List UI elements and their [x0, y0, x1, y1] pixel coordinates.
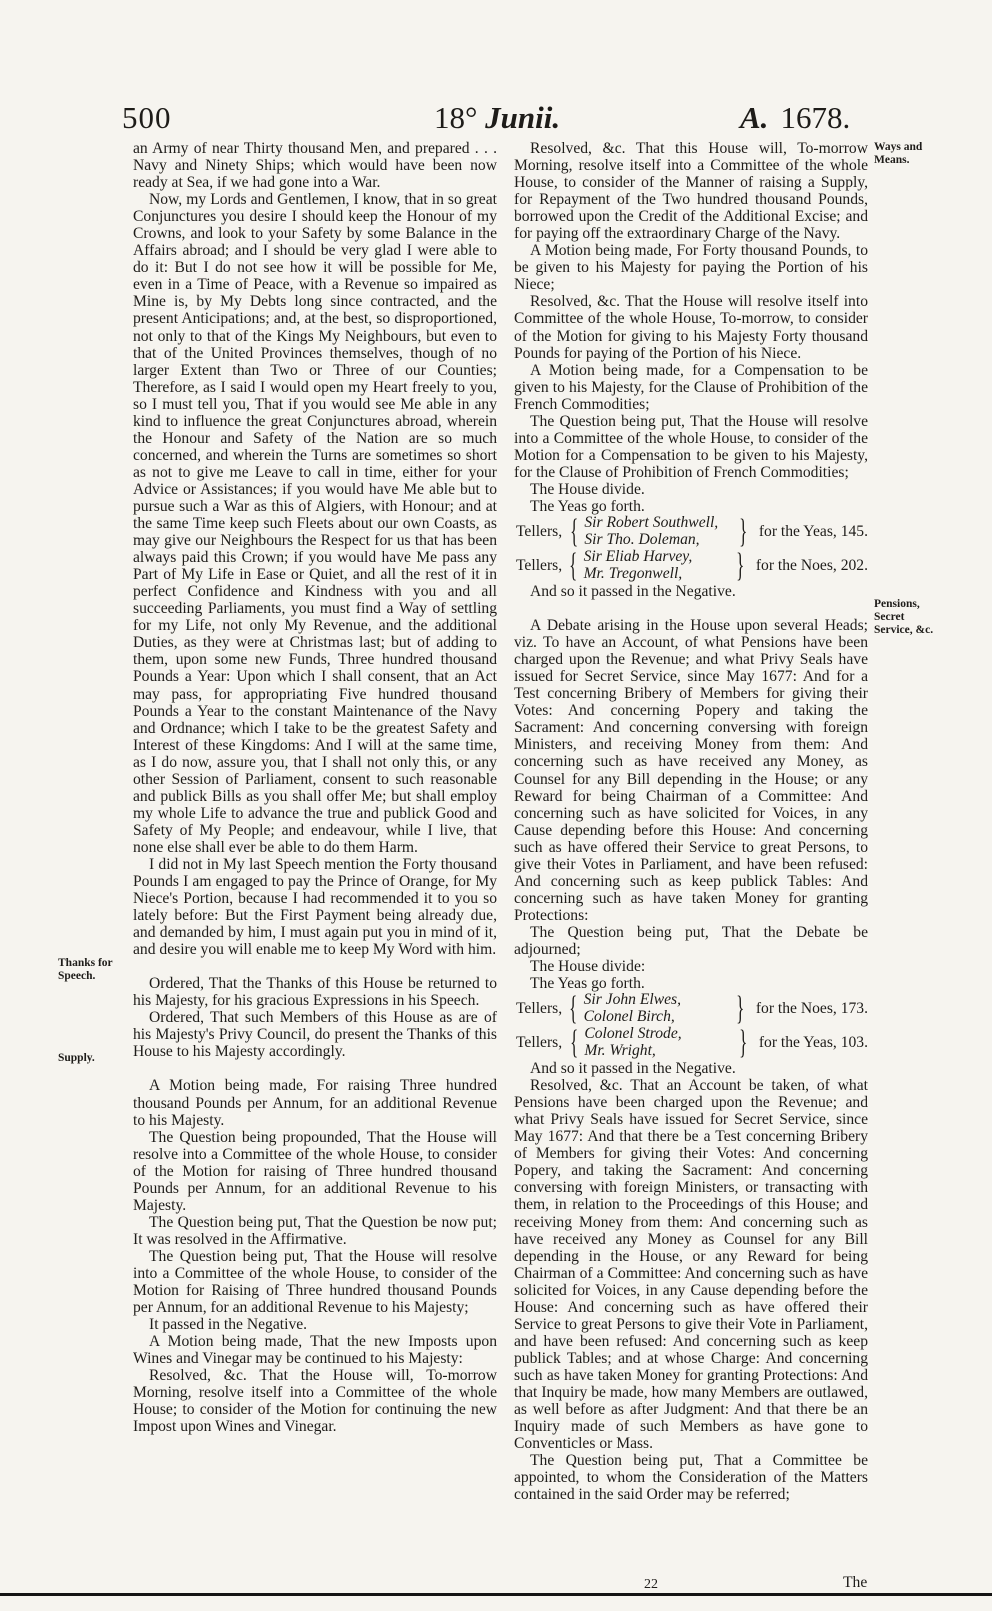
- paragraph: Resolved, &c. That an Account be taken, of what Pensions have been charged upon the Revenue; and what Privy Seals have issued for Secret Service, since May 1677: And that there be a Test concerning Bribery of Members for giving their Votes: And concerning Popery, and taking the Sacrament: And concerning conversing with foreign Ministers, or transacting with them, in relation to the Proceedings of this House; and receiving Money from them: And concerning such as have received any Money as Counsel for any Bill depending in the House, or any Reward for being Chairman of a Committee: And concerning such as have solicited for Voices, in any Cause depending before the House: And concerning such as have offered their Service to great Persons to give their Vote in Parliament, and have been refused: And concerning such as keep publick Tables; and at whose Charge: And concerning such as have taken Money for granting Protections: And that Inquiry be made, how many Members are outlawed, as well before as after Judgment: And that there be an Inquiry made of such Members as have gone to Conventicles or Mass.: [514, 1077, 868, 1453]
- paragraph: The Question being put, That the House will resolve into a Committee of the whole House, to consider of the Motion for a Compensation to be given to his Majesty, for the Clause of Prohibition of French Commodities;: [514, 412, 868, 481]
- right-brace-icon: }: [735, 989, 744, 1027]
- paragraph: The Question being put, That the Debate be adjourned;: [514, 923, 868, 958]
- paragraph: Resolved, &c. That the House will resolve itself into Committee of the whole House, To-morrow, to consider of the Motion for giving to his Majesty Forty thousand Pounds for paying of the Portion of his Niece.: [514, 293, 868, 362]
- division-outcome: And so it passed in the Negative.: [530, 1060, 736, 1078]
- paragraph: The Yeas go forth.: [530, 975, 645, 993]
- left-column: [133, 140, 497, 1435]
- margin-note-ways-and-means: Ways and Means.: [874, 141, 923, 166]
- page-year: [740, 100, 850, 136]
- teller-name: Colonel Birch,: [583, 1007, 675, 1025]
- teller-name: Sir Eliab Harvey,: [583, 548, 693, 566]
- date-month: Junii.: [485, 100, 561, 135]
- teller-names: [584, 549, 728, 582]
- page-number: 500: [122, 100, 172, 135]
- catchword: The: [843, 1574, 868, 1591]
- paragraph: an Army of near Thirty thousand Men, and prepared . . . Navy and Ninety Ships; which would have been now ready at Sea, if we had gone into a War.: [133, 140, 497, 192]
- division-2-noes-tellers: [514, 989, 868, 1027]
- paragraph: A Debate arising in the House upon several Heads; viz. To have an Account, of what Pensions have been charged upon the Revenue; and what Privy Seals have issued for Secret Service, since May 1677: And for a Test concerning Bribery of Members for giving their Votes: And concerning Popery and taking the Sacrament: And concerning conversing with foreign Ministers, and receiving Money from them: And concerning such as have received any Money, as Counsel for any Bill depending in the House; or any Reward for being Chairman of a Committee: And concerning such as have solicited for Voices, in any Cause depending before this House: And concerning such as have offered their Service to great Persons, to give their Votes in Parliament, and have been refused: And concerning such as keep publick Tables: And concerning such as have taken Money for granting Protections:: [514, 617, 868, 924]
- teller-name: Sir Tho. Doleman,: [584, 530, 700, 548]
- paragraph: It passed in the Negative.: [149, 1316, 308, 1334]
- division-outcome: And so it passed in the Negative.: [530, 583, 736, 601]
- left-brace-icon: {: [570, 1023, 579, 1061]
- paragraph: I did not in My last Speech mention the Forty thousand Pounds I am engaged to pay the Prince of Orange, for My Niece's Portion, because I had recommended it to you so lately before: But the First Payment being already due, and demanded by him, I must again put you in mind of it, and desire you will enable me to keep My Word with him.: [133, 855, 497, 959]
- vote-count: for the Yeas, 145.: [758, 523, 868, 540]
- paragraph: Ordered, That such Members of this House as are of his Majesty's Privy Council, do present the Thanks of this House to his Majesty accordingly.: [133, 1009, 497, 1061]
- tellers-label: Tellers,: [516, 557, 563, 574]
- left-brace-icon: {: [570, 512, 579, 550]
- teller-names: [584, 515, 730, 548]
- tellers-label: Tellers,: [516, 1034, 563, 1052]
- teller-names: [584, 1026, 730, 1059]
- spacer: [133, 1060, 497, 1077]
- right-brace-icon: }: [738, 1023, 747, 1061]
- paragraph: A Motion being made, For Forty thousand Pounds, to be given to his Majesty for paying the Portion of his Niece;: [514, 242, 868, 294]
- date-day: 18°: [434, 100, 478, 135]
- vote-count: for the Noes, 173.: [755, 1000, 868, 1018]
- teller-name: Sir Robert Southwell,: [584, 514, 719, 532]
- bottom-rule: [0, 1593, 992, 1596]
- division-2-yeas-tellers: [514, 1023, 868, 1061]
- paragraph: The Question being put, That a Committee be appointed, to whom the Consideration of the Matters contained in the said Order may be referred;: [514, 1452, 868, 1504]
- right-brace-icon: }: [735, 546, 744, 584]
- left-brace-icon: {: [569, 989, 578, 1027]
- spacer: [133, 958, 497, 975]
- division-1-noes-tellers: [514, 546, 868, 584]
- tellers-label: Tellers,: [516, 1000, 563, 1018]
- teller-name: Mr. Tregonwell,: [583, 564, 683, 582]
- teller-name: Mr. Wright,: [584, 1041, 656, 1059]
- margin-note-thanks: Thanks for Speech.: [58, 957, 113, 982]
- paragraph: Resolved, &c. That the House will, To-morrow Morning, resolve itself into a Committee of the whole House; to consider of the Motion for continuing the new Impost upon Wines and Vinegar.: [133, 1367, 497, 1436]
- paragraph: Now, my Lords and Gentlemen, I know, that in so great Conjunctures you desire I should keep the Honour of my Crowns, and look to your Safety by some Balance in the Affairs abroad; and I should be very glad I were able to do it: But I do not see how it will be possible for Me, even in a Time of Peace, with a Revenue so impaired as Mine is, by My Debts long since contracted, and the present Anticipations; and, at the best, so disproportioned, not only to that of the Kings My Neighbours, but even to that of the United Provinces themselves, though of no larger Extent than Two or Three of our Counties; Therefore, as I said I would open my Heart freely to you, so I must tell you, That if you would see Me able in any kind to influence the great Conjunctures abroad, wherein the Honour and Safety of the Nation are so much concerned, and wherein the Turns are sometimes so short as not to give me Leave to call in time, either for your Advice or Assistances; if you would have Me able but to pursue such a War as this of Algiers, with Honour; and at the same Time keep such Fleets about our own Coasts, as may give our Neighbours the Respect for us that has been always paid this Crown; if you would have Me pass any Part of My Life in Ease or Quiet, and all the rest of it in perfect Confidence and Kindness with you and all succeeding Parliaments, you must find a Way of settling for my Life, not only My Revenue, and the additional Duties, as they were at Christmas last; but of adding to them, upon some new Funds, Three hundred thousand Pounds a Year: Upon which I shall consent, that an Act may pass, for appropriating Five hundred thousand Pounds a Year to the constant Maintenance of the Navy and Ordnance; which I take to be the greatest Safety and Interest of these Kingdoms: And I will at the same time, as I do now, assure you, that I shall not only this, or any other Session of Parliament, consent to such reasonable and publick Bills as you shall offer Me; but shall employ my whole Life to advance the true and publick Good and Safety of My People; and endeavour, while I live, that none else shall ever be able to do them Harm.: [133, 191, 497, 856]
- vote-count: for the Noes, 202.: [755, 557, 868, 574]
- paragraph: The Yeas go forth.: [530, 497, 645, 515]
- paragraph: Resolved, &c. That this House will, To-morrow Morning, resolve itself into a Committee of the whole House, to consider of the Manner of raising a Supply, for Repayment of the Two hundred thousand Pounds, borrowed upon the Credit of the Additional Excise; and for paying off the extraordinary Charge of the Navy.: [514, 140, 868, 243]
- tellers-label: Tellers,: [516, 523, 563, 540]
- margin-note-pensions: Pensions, Secret Service, &c.: [874, 598, 934, 636]
- paragraph: A Motion being made, For raising Three hundred thousand Pounds per Annum, for an additional Revenue to his Majesty.: [133, 1077, 497, 1129]
- paragraph: The Question being put, That the Question be now put; It was resolved in the Affirmative.: [133, 1213, 497, 1248]
- left-brace-icon: {: [569, 546, 578, 584]
- page-date: [434, 100, 560, 136]
- teller-name: Colonel Strode,: [584, 1025, 682, 1043]
- paragraph: A Motion being made, for a Compensation to be given to his Majesty, for the Clause of Prohibition of the French Commodities;: [514, 361, 868, 413]
- right-brace-icon: }: [738, 512, 747, 550]
- margin-note-supply: Supply.: [58, 1052, 95, 1064]
- division-1-yeas-tellers: [514, 512, 868, 550]
- paragraph: A Motion being made, That the new Imposts upon Wines and Vinegar may be continued to his Majesty:: [133, 1333, 497, 1368]
- vote-count: for the Yeas, 103.: [758, 1034, 868, 1052]
- signature-mark: 22: [644, 1577, 658, 1592]
- year-prefix: A.: [740, 100, 769, 135]
- year-value: 1678.: [780, 100, 851, 135]
- paragraph: The House divide.: [530, 480, 645, 498]
- paragraph: The House divide:: [530, 958, 646, 976]
- teller-name: Sir John Elwes,: [583, 991, 682, 1009]
- paragraph: The Question being propounded, That the House will resolve into a Committee of the whole House, to consider of the Motion for raising of Three hundred thousand Pounds per Annum, for an additional Revenue to his Majesty.: [133, 1128, 497, 1214]
- teller-names: [584, 992, 728, 1025]
- spacer: [514, 600, 868, 617]
- right-column: [514, 140, 868, 1503]
- paragraph: The Question being put, That the House will resolve into a Committee of the whole House, to consider of the Motion for Raising of Three hundred thousand Pounds per Annum, for an additional Revenue to his Majesty;: [133, 1247, 497, 1317]
- paragraph: Ordered, That the Thanks of this House be returned to his Majesty, for his gracious Expressions in his Speech.: [133, 975, 497, 1010]
